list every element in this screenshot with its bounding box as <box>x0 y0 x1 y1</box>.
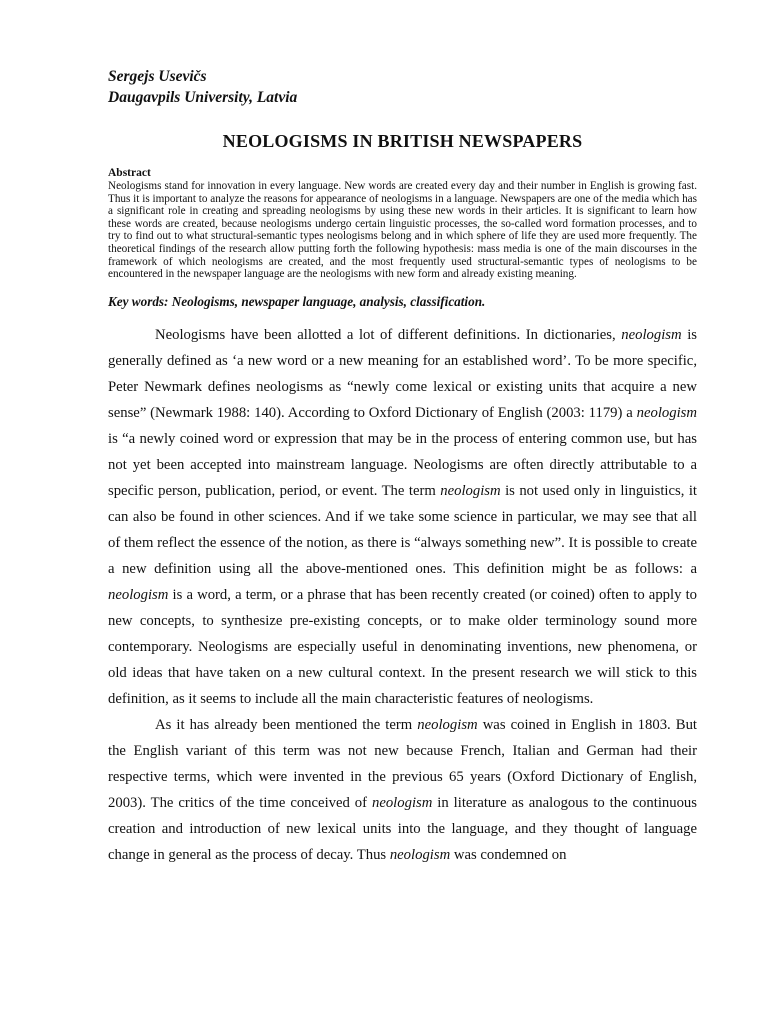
author-affiliation: Daugavpils University, Latvia <box>108 89 298 106</box>
paragraph-text: is not used only in linguistics, it can also be found in other sciences. And if we take some science in particular, we may see that all of them reflect the essence of the notion, as there is “always something new”. It is possible to create a new definition using all the above-mentioned ones. This definition might be as follows: a <box>108 482 698 577</box>
italic-term: neologism <box>417 716 478 733</box>
paragraph-text: Neologisms have been allotted a lot of different definitions. In dictionaries, <box>155 326 622 343</box>
italic-term: neologism <box>371 794 433 811</box>
abstract-text: Neologisms stand for innovation in every language. New words are created every day and their number in English is growing fast. Thus it is important to analyze the reasons for appearance of neologisms in a language. Newspapers are one of the media which has a significant role in creating and spreading neologisms by using these new words in their articles. It is significant to learn how these words are created, because neologisms undergo certain linguistic processes, the so-called word formation processes, and to try to find out to what structural-semantic types neologisms belong and in which sphere of life they are used more frequently. The theoretical findings of the research allow putting forth the following hypothesis: mass media is one of the main discourses in the framework of which neologisms are created, and the most frequently used structural-semantic types of neologisms to be encountered in the newspaper language are the neologisms with new form and already existing meaning. <box>108 180 697 281</box>
paragraph-text: is generally defined as ‘a new word or a new meaning for an established word’. To be more specific, Peter Newmark defines neologisms as “newly come lexical or existing units that acquire a new sense” (Newmark 1988: 140). According to Oxford Dictionary of English (2003: 1179) a <box>108 326 697 421</box>
document-page <box>108 66 697 868</box>
paragraph-text: is “a newly coined word or expression that may be in the process of entering common use, but has not yet been accepted into mainstream language. Neologisms are often directly attributable to a specific person, publication, period, or event. The term <box>108 430 697 499</box>
author-name: Sergejs Usevičs <box>108 68 207 85</box>
abstract-heading: Abstract <box>108 167 151 179</box>
paper-title: NEOLOGISMS IN BRITISH NEWSPAPERS <box>222 131 583 151</box>
body-paragraph-2 <box>108 712 697 868</box>
paragraph-text: was coined in English in 1803. But the English variant of this term was not new because French, Italian and German had their respective terms, which were invented in the previous 65 years (Oxford Dictionary of English, 2003). The critics of the time conceived of <box>108 716 697 811</box>
italic-term: neologism <box>440 482 501 499</box>
italic-term: neologism <box>636 404 697 421</box>
keywords: Key words: Neologisms, newspaper language, analysis, classification. <box>108 293 486 309</box>
paragraph-text: was condemned on <box>450 846 567 863</box>
paragraph-text: As it has already been mentioned the term <box>155 716 418 733</box>
paragraph-text: in literature as analogous to the continuous creation and introduction of new lexical units into the language, and they thought of language change in general as the process of decay. Thus <box>108 794 697 863</box>
paragraph-text: is a word, a term, or a phrase that has been recently created (or coined) often to apply to new concepts, to synthesize pre-existing concepts, or to make older terminology sound more contemporary. Neologisms are especially useful in denominating inventions, new phenomena, or old ideas that have taken on a new cultural context. In the present research we will stick to this definition, as it seems to include all the main characteristic features of neologisms. <box>108 586 697 707</box>
italic-term: neologism <box>389 846 451 863</box>
body-paragraph-1 <box>108 322 697 712</box>
italic-term: neologism <box>108 586 169 603</box>
italic-term: neologism <box>621 326 682 343</box>
